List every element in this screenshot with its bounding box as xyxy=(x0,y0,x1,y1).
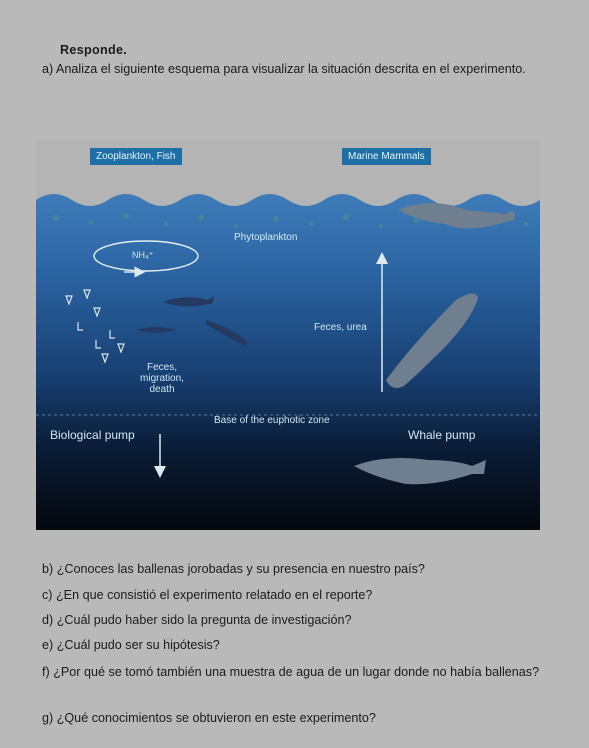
label-death: death xyxy=(149,384,175,395)
label-euphotic-zone: Base of the euphotic zone xyxy=(214,415,330,426)
question-a: a) Analiza el siguiente esquema para visualizar la situación descrita en el experimento. xyxy=(42,62,526,76)
question-b: b) ¿Conoces las ballenas jorobadas y su presencia en nuestro país? xyxy=(42,562,425,576)
label-biological-pump: Biological pump xyxy=(50,428,135,442)
question-c: c) ¿En que consistió el experimento relatado en el reporte? xyxy=(42,588,373,602)
heading: Responde. xyxy=(60,43,128,57)
label-phytoplankton: Phytoplankton xyxy=(234,232,298,243)
label-whale-pump: Whale pump xyxy=(408,428,476,442)
label-migration: migration, xyxy=(140,373,184,384)
ocean-diagram-art xyxy=(36,140,540,530)
question-f: f) ¿Por qué se tomó también una muestra de agua de un lugar donde no había ballenas? xyxy=(42,665,540,679)
question-g: g) ¿Qué conocimientos se obtuvieron en este experimento? xyxy=(42,711,376,725)
label-feces-migration-death xyxy=(136,362,188,395)
label-feces: Feces, xyxy=(146,362,177,373)
tag-zooplankton-fish: Zooplankton, Fish xyxy=(90,148,182,165)
question-d: d) ¿Cuál pudo haber sido la pregunta de investigación? xyxy=(42,613,352,627)
tag-marine-mammals: Marine Mammals xyxy=(342,148,431,165)
label-feces-urea: Feces, urea xyxy=(314,322,367,333)
question-e: e) ¿Cuál pudo ser su hipótesis? xyxy=(42,638,220,652)
ocean-diagram xyxy=(36,140,540,530)
label-nh4: NH₄⁺ xyxy=(132,250,154,260)
